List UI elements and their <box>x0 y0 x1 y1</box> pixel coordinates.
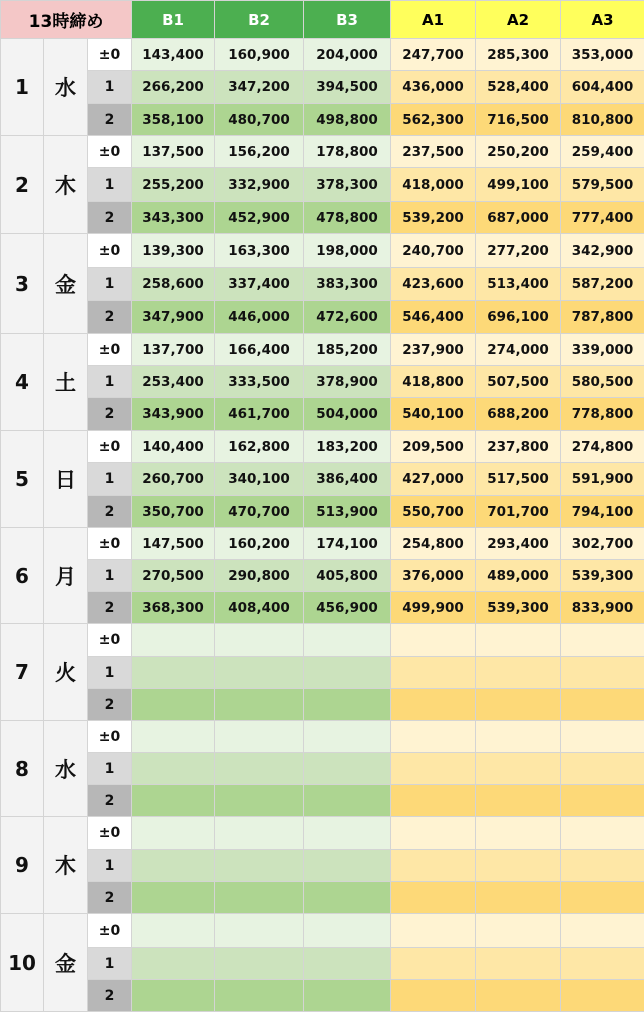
offset-label: 2 <box>88 592 132 624</box>
table-row <box>1 334 644 366</box>
value-cell-a2[interactable] <box>476 817 561 850</box>
table-row <box>1 234 644 268</box>
table-row <box>1 689 644 721</box>
value-cell-a2[interactable]: 237,800 <box>476 431 561 463</box>
value-cell-a1[interactable]: 546,400 <box>391 301 476 334</box>
value-cell-a2[interactable] <box>476 980 561 1012</box>
column-header-a2[interactable]: A2 <box>476 1 561 39</box>
offset-label: 1 <box>88 850 132 882</box>
value-cell-b1[interactable] <box>132 689 215 721</box>
value-cell-a2[interactable] <box>476 882 561 914</box>
offset-label: 2 <box>88 496 132 528</box>
value-cell-a2[interactable]: 688,200 <box>476 398 561 431</box>
table-row <box>1 168 644 202</box>
offset-label: ±0 <box>88 431 132 463</box>
day-number: 10 <box>1 914 44 1012</box>
offset-label: ±0 <box>88 914 132 948</box>
value-cell-a1[interactable]: 247,700 <box>391 39 476 71</box>
table-row <box>1 624 644 657</box>
value-cell-b3[interactable] <box>304 948 391 980</box>
table-body <box>1 39 644 1012</box>
value-cell-b1[interactable] <box>132 785 215 817</box>
value-cell-a3[interactable] <box>561 785 644 817</box>
table-row <box>1 850 644 882</box>
value-cell-a2[interactable]: 277,200 <box>476 234 561 268</box>
column-header-a3[interactable]: A3 <box>561 1 644 39</box>
value-cell-b2[interactable] <box>215 914 304 948</box>
value-cell-a3[interactable] <box>561 850 644 882</box>
value-cell-b2[interactable]: 332,900 <box>215 168 304 202</box>
value-cell-b2[interactable]: 480,700 <box>215 104 304 136</box>
offset-label: 2 <box>88 301 132 334</box>
value-cell-a2[interactable]: 274,000 <box>476 334 561 366</box>
column-header-b2[interactable]: B2 <box>215 1 304 39</box>
table-row <box>1 202 644 234</box>
table-row <box>1 882 644 914</box>
value-cell-a1[interactable]: 540,100 <box>391 398 476 431</box>
value-cell-a2[interactable]: 285,300 <box>476 39 561 71</box>
value-cell-b3[interactable] <box>304 850 391 882</box>
value-cell-b3[interactable] <box>304 721 391 753</box>
table-row <box>1 136 644 168</box>
offset-label: 2 <box>88 104 132 136</box>
table-row <box>1 817 644 850</box>
column-header-a1[interactable]: A1 <box>391 1 476 39</box>
value-cell-a1[interactable] <box>391 657 476 689</box>
value-cell-b2[interactable] <box>215 980 304 1012</box>
value-cell-b2[interactable] <box>215 721 304 753</box>
table-row <box>1 980 644 1012</box>
value-cell-a1[interactable]: 376,000 <box>391 560 476 592</box>
weekday-label: 水 <box>44 721 88 817</box>
value-cell-b2[interactable]: 162,800 <box>215 431 304 463</box>
value-cell-b2[interactable]: 333,500 <box>215 366 304 398</box>
table-row <box>1 104 644 136</box>
value-cell-b2[interactable]: 446,000 <box>215 301 304 334</box>
value-cell-b3[interactable]: 383,300 <box>304 268 391 301</box>
value-cell-a2[interactable]: 528,400 <box>476 71 561 104</box>
table-row <box>1 398 644 431</box>
value-cell-a1[interactable] <box>391 850 476 882</box>
value-cell-b3[interactable]: 513,900 <box>304 496 391 528</box>
value-cell-a3[interactable]: 778,800 <box>561 398 644 431</box>
value-cell-b1[interactable]: 253,400 <box>132 366 215 398</box>
value-cell-b1[interactable]: 139,300 <box>132 234 215 268</box>
table-row <box>1 592 644 624</box>
value-cell-a2[interactable]: 539,300 <box>476 592 561 624</box>
value-cell-b1[interactable] <box>132 914 215 948</box>
value-cell-a3[interactable] <box>561 657 644 689</box>
value-cell-a2[interactable]: 687,000 <box>476 202 561 234</box>
offset-label: 1 <box>88 560 132 592</box>
value-cell-a3[interactable] <box>561 914 644 948</box>
value-cell-b1[interactable] <box>132 948 215 980</box>
offset-label: 1 <box>88 168 132 202</box>
value-cell-b1[interactable]: 258,600 <box>132 268 215 301</box>
value-cell-a1[interactable] <box>391 980 476 1012</box>
column-header-b3[interactable]: B3 <box>304 1 391 39</box>
table-row <box>1 721 644 753</box>
offset-label: ±0 <box>88 234 132 268</box>
value-cell-a2[interactable] <box>476 753 561 785</box>
value-cell-b2[interactable]: 160,900 <box>215 39 304 71</box>
value-cell-a2[interactable]: 293,400 <box>476 528 561 560</box>
value-cell-a3[interactable]: 539,300 <box>561 560 644 592</box>
value-cell-b3[interactable]: 405,800 <box>304 560 391 592</box>
day-number: 3 <box>1 234 44 334</box>
value-cell-a3[interactable]: 777,400 <box>561 202 644 234</box>
weekday-label: 火 <box>44 624 88 721</box>
value-cell-a1[interactable]: 240,700 <box>391 234 476 268</box>
value-cell-b3[interactable] <box>304 914 391 948</box>
value-cell-a2[interactable]: 716,500 <box>476 104 561 136</box>
value-cell-b2[interactable]: 470,700 <box>215 496 304 528</box>
value-cell-a1[interactable] <box>391 882 476 914</box>
value-cell-a3[interactable]: 591,900 <box>561 463 644 496</box>
offset-label: ±0 <box>88 334 132 366</box>
day-number: 2 <box>1 136 44 234</box>
value-cell-a1[interactable]: 254,800 <box>391 528 476 560</box>
value-cell-a2[interactable]: 499,100 <box>476 168 561 202</box>
value-cell-a2[interactable]: 513,400 <box>476 268 561 301</box>
value-cell-a1[interactable]: 237,500 <box>391 136 476 168</box>
value-cell-a1[interactable] <box>391 914 476 948</box>
value-cell-b2[interactable] <box>215 753 304 785</box>
offset-label: 2 <box>88 785 132 817</box>
value-cell-a1[interactable]: 562,300 <box>391 104 476 136</box>
value-cell-b1[interactable]: 147,500 <box>132 528 215 560</box>
value-cell-b2[interactable]: 461,700 <box>215 398 304 431</box>
value-cell-b2[interactable] <box>215 689 304 721</box>
weekday-label: 土 <box>44 334 88 431</box>
table-row <box>1 301 644 334</box>
value-cell-a2[interactable] <box>476 850 561 882</box>
value-cell-a3[interactable] <box>561 753 644 785</box>
value-cell-a3[interactable] <box>561 882 644 914</box>
table-row <box>1 560 644 592</box>
value-cell-a2[interactable]: 696,100 <box>476 301 561 334</box>
table-row <box>1 753 644 785</box>
value-cell-b2[interactable]: 408,400 <box>215 592 304 624</box>
value-cell-b2[interactable]: 347,200 <box>215 71 304 104</box>
day-number: 7 <box>1 624 44 721</box>
value-cell-a3[interactable]: 833,900 <box>561 592 644 624</box>
value-cell-b2[interactable]: 166,400 <box>215 334 304 366</box>
value-cell-a1[interactable]: 237,900 <box>391 334 476 366</box>
value-cell-b2[interactable]: 340,100 <box>215 463 304 496</box>
value-cell-a1[interactable] <box>391 753 476 785</box>
table-row <box>1 496 644 528</box>
value-cell-a3[interactable]: 579,500 <box>561 168 644 202</box>
value-cell-b1[interactable]: 343,300 <box>132 202 215 234</box>
value-cell-a2[interactable] <box>476 657 561 689</box>
offset-label: 1 <box>88 948 132 980</box>
table-row <box>1 268 644 301</box>
value-cell-a2[interactable] <box>476 721 561 753</box>
value-cell-a3[interactable]: 339,000 <box>561 334 644 366</box>
value-cell-b3[interactable] <box>304 882 391 914</box>
value-cell-a3[interactable]: 787,800 <box>561 301 644 334</box>
value-cell-b2[interactable] <box>215 850 304 882</box>
weekday-label: 月 <box>44 528 88 624</box>
table-row <box>1 657 644 689</box>
value-cell-b1[interactable]: 266,200 <box>132 71 215 104</box>
value-cell-a3[interactable]: 604,400 <box>561 71 644 104</box>
value-cell-b1[interactable] <box>132 721 215 753</box>
offset-label: ±0 <box>88 817 132 850</box>
offset-label: 2 <box>88 398 132 431</box>
value-cell-b3[interactable] <box>304 753 391 785</box>
column-header-b1[interactable]: B1 <box>132 1 215 39</box>
value-cell-b2[interactable]: 452,900 <box>215 202 304 234</box>
value-cell-b2[interactable]: 290,800 <box>215 560 304 592</box>
offset-label: 2 <box>88 882 132 914</box>
value-cell-a1[interactable]: 423,600 <box>391 268 476 301</box>
value-cell-b1[interactable]: 137,700 <box>132 334 215 366</box>
offset-label: ±0 <box>88 39 132 71</box>
day-number: 4 <box>1 334 44 431</box>
value-cell-a1[interactable]: 550,700 <box>391 496 476 528</box>
value-cell-b1[interactable]: 350,700 <box>132 496 215 528</box>
value-cell-a2[interactable]: 489,000 <box>476 560 561 592</box>
table-row <box>1 948 644 980</box>
value-cell-a3[interactable] <box>561 817 644 850</box>
day-number: 1 <box>1 39 44 136</box>
table-title: 13時締め <box>1 1 132 39</box>
table-row <box>1 71 644 104</box>
table-row <box>1 785 644 817</box>
value-cell-b3[interactable]: 183,200 <box>304 431 391 463</box>
value-cell-a3[interactable]: 302,700 <box>561 528 644 560</box>
value-cell-b3[interactable]: 178,800 <box>304 136 391 168</box>
table-row <box>1 431 644 463</box>
value-cell-b2[interactable] <box>215 624 304 657</box>
value-cell-b1[interactable]: 140,400 <box>132 431 215 463</box>
offset-label: ±0 <box>88 721 132 753</box>
offset-label: 1 <box>88 268 132 301</box>
table-row <box>1 914 644 948</box>
value-cell-b3[interactable]: 472,600 <box>304 301 391 334</box>
value-cell-a3[interactable]: 342,900 <box>561 234 644 268</box>
day-number: 5 <box>1 431 44 528</box>
value-cell-a2[interactable] <box>476 948 561 980</box>
offset-label: 1 <box>88 366 132 398</box>
value-cell-a1[interactable]: 418,800 <box>391 366 476 398</box>
value-cell-b1[interactable] <box>132 850 215 882</box>
value-cell-b3[interactable]: 378,300 <box>304 168 391 202</box>
value-cell-b2[interactable]: 337,400 <box>215 268 304 301</box>
value-cell-a1[interactable]: 427,000 <box>391 463 476 496</box>
value-cell-b1[interactable]: 260,700 <box>132 463 215 496</box>
weekday-label: 木 <box>44 817 88 914</box>
offset-label: 2 <box>88 689 132 721</box>
value-cell-b1[interactable]: 358,100 <box>132 104 215 136</box>
value-cell-b3[interactable] <box>304 817 391 850</box>
offset-label: ±0 <box>88 624 132 657</box>
day-number: 6 <box>1 528 44 624</box>
value-cell-a1[interactable]: 499,900 <box>391 592 476 624</box>
value-cell-b3[interactable]: 386,400 <box>304 463 391 496</box>
offset-label: ±0 <box>88 136 132 168</box>
value-cell-b1[interactable] <box>132 882 215 914</box>
value-cell-a1[interactable] <box>391 948 476 980</box>
value-cell-b2[interactable] <box>215 948 304 980</box>
table-row <box>1 39 644 71</box>
value-cell-a3[interactable] <box>561 624 644 657</box>
value-cell-b3[interactable]: 456,900 <box>304 592 391 624</box>
weekday-label: 金 <box>44 234 88 334</box>
table-row <box>1 463 644 496</box>
value-cell-a2[interactable] <box>476 785 561 817</box>
value-cell-a3[interactable]: 587,200 <box>561 268 644 301</box>
value-cell-b1[interactable]: 255,200 <box>132 168 215 202</box>
value-cell-a1[interactable]: 209,500 <box>391 431 476 463</box>
value-cell-a3[interactable] <box>561 689 644 721</box>
value-cell-b3[interactable] <box>304 980 391 1012</box>
offset-label: 2 <box>88 980 132 1012</box>
offset-label: 2 <box>88 202 132 234</box>
value-cell-a2[interactable]: 507,500 <box>476 366 561 398</box>
weekday-label: 水 <box>44 39 88 136</box>
value-cell-b1[interactable]: 270,500 <box>132 560 215 592</box>
value-cell-b3[interactable]: 394,500 <box>304 71 391 104</box>
value-cell-b3[interactable]: 174,100 <box>304 528 391 560</box>
value-cell-a3[interactable]: 794,100 <box>561 496 644 528</box>
value-cell-a1[interactable] <box>391 689 476 721</box>
weekday-label: 木 <box>44 136 88 234</box>
value-cell-a1[interactable] <box>391 721 476 753</box>
value-cell-b3[interactable]: 185,200 <box>304 334 391 366</box>
value-cell-b1[interactable] <box>132 980 215 1012</box>
value-cell-b1[interactable] <box>132 624 215 657</box>
offset-label: ±0 <box>88 528 132 560</box>
value-cell-a3[interactable]: 274,800 <box>561 431 644 463</box>
offset-label: 1 <box>88 463 132 496</box>
value-cell-b3[interactable] <box>304 689 391 721</box>
value-cell-b2[interactable]: 160,200 <box>215 528 304 560</box>
value-cell-a2[interactable] <box>476 689 561 721</box>
value-cell-a1[interactable]: 436,000 <box>391 71 476 104</box>
value-cell-a2[interactable]: 701,700 <box>476 496 561 528</box>
value-cell-b1[interactable]: 137,500 <box>132 136 215 168</box>
value-cell-b1[interactable] <box>132 657 215 689</box>
value-cell-b2[interactable] <box>215 657 304 689</box>
value-cell-a3[interactable]: 810,800 <box>561 104 644 136</box>
value-cell-b3[interactable]: 378,900 <box>304 366 391 398</box>
value-cell-a3[interactable] <box>561 980 644 1012</box>
table-row <box>1 366 644 398</box>
value-cell-a3[interactable]: 259,400 <box>561 136 644 168</box>
table-row <box>1 528 644 560</box>
value-cell-b3[interactable]: 498,800 <box>304 104 391 136</box>
offset-label: 1 <box>88 657 132 689</box>
value-cell-a2[interactable] <box>476 624 561 657</box>
value-cell-b2[interactable]: 163,300 <box>215 234 304 268</box>
day-number: 8 <box>1 721 44 817</box>
value-cell-b1[interactable]: 143,400 <box>132 39 215 71</box>
value-cell-b3[interactable]: 204,000 <box>304 39 391 71</box>
value-cell-b3[interactable] <box>304 657 391 689</box>
value-cell-b3[interactable] <box>304 785 391 817</box>
value-cell-b2[interactable]: 156,200 <box>215 136 304 168</box>
value-cell-b3[interactable] <box>304 624 391 657</box>
value-cell-b2[interactable] <box>215 817 304 850</box>
value-cell-b3[interactable]: 478,800 <box>304 202 391 234</box>
weekday-label: 日 <box>44 431 88 528</box>
value-cell-a1[interactable] <box>391 624 476 657</box>
value-cell-a1[interactable] <box>391 817 476 850</box>
offset-label: 1 <box>88 753 132 785</box>
day-number: 9 <box>1 817 44 914</box>
value-cell-a1[interactable] <box>391 785 476 817</box>
value-cell-a2[interactable]: 517,500 <box>476 463 561 496</box>
value-cell-b2[interactable] <box>215 785 304 817</box>
value-cell-b3[interactable]: 198,000 <box>304 234 391 268</box>
value-cell-a3[interactable]: 580,500 <box>561 366 644 398</box>
value-cell-b1[interactable]: 368,300 <box>132 592 215 624</box>
value-cell-a2[interactable] <box>476 914 561 948</box>
value-cell-b1[interactable]: 343,900 <box>132 398 215 431</box>
value-cell-a3[interactable] <box>561 948 644 980</box>
value-cell-a1[interactable]: 418,000 <box>391 168 476 202</box>
value-cell-b3[interactable]: 504,000 <box>304 398 391 431</box>
value-cell-b1[interactable]: 347,900 <box>132 301 215 334</box>
header-row <box>1 1 644 39</box>
offset-label: 1 <box>88 71 132 104</box>
value-cell-a1[interactable]: 539,200 <box>391 202 476 234</box>
value-cell-b1[interactable] <box>132 817 215 850</box>
value-cell-b2[interactable] <box>215 882 304 914</box>
value-cell-a2[interactable]: 250,200 <box>476 136 561 168</box>
weekday-label: 金 <box>44 914 88 1012</box>
value-cell-a3[interactable]: 353,000 <box>561 39 644 71</box>
value-cell-a3[interactable] <box>561 721 644 753</box>
value-cell-b1[interactable] <box>132 753 215 785</box>
